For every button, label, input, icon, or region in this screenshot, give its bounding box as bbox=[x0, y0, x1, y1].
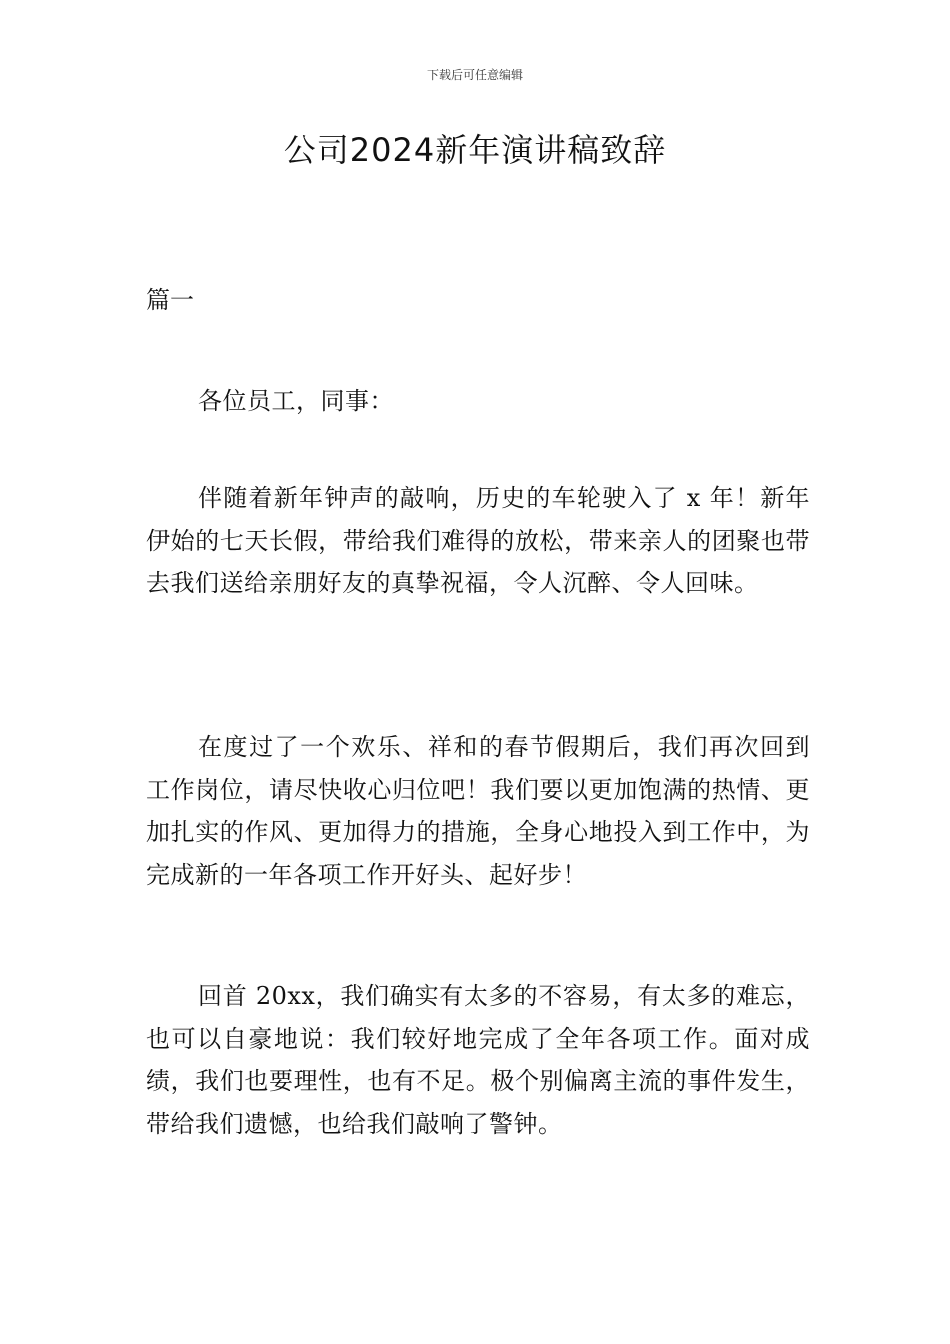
greeting-paragraph: 各位员工，同事： bbox=[198, 387, 394, 415]
document-title: 公司2024新年演讲稿致辞 bbox=[283, 131, 667, 169]
body-paragraph: 伴随着新年钟声的敲响，历史的车轮驶入了 x 年！新年伊始的七天长假，带给我们难得的放松，带来亲人的团聚也带去我们送给亲朋好友的真挚祝福，令人沉醉、令人回味。 bbox=[146, 484, 810, 597]
section-heading: 篇一 bbox=[146, 286, 194, 314]
body-paragraph: 在度过了一个欢乐、祥和的春节假期后，我们再次回到工作岗位，请尽快收心归位吧！我们要以更加饱满的热情、更加扎实的作风、更加得力的措施，全身心地投入到工作中，为完成新的一年各项工作开好头、起好步！ bbox=[146, 733, 810, 889]
body-paragraph: 回首 20xx，我们确实有太多的不容易，有太多的难忘，也可以自豪地说：我们较好地完成了全年各项工作。面对成绩，我们也要理性，也有不足。极个别偏离主流的事件发生，带给我们遗憾，也给我们敲响了警钟。 bbox=[146, 982, 810, 1138]
header-note: 下载后可任意编辑 bbox=[426, 68, 523, 82]
